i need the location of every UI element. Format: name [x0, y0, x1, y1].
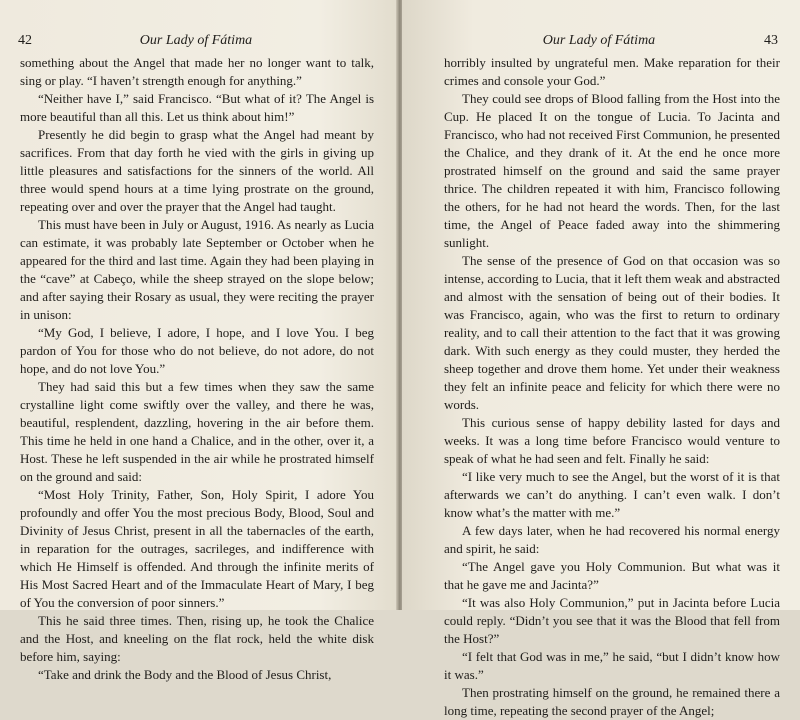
running-title: Our Lady of Fátima [139, 33, 253, 48]
paragraph: “Neither have I,” said Francisco. “But what of it? The Angel is more beautiful than all this. Let us think about him!” [20, 91, 374, 124]
paragraph: They could see drops of Blood falling from the Host into the Cup. He placed It on the tongue of Lucia. To Jacinta and Francisco, who had not received First Communion, he presented the Chalice, and they drank of it. At the end he once more prostrated himself on the ground and said the same prayer thrice. The children repeated it with him, Francisco following the others, for he had not heard the words. Then, for the last time, the Angel of Peace faded away into the shimmering sunlight. [444, 91, 780, 250]
paragraph: “I felt that God was in me,” he said, “but I didn’t know how it was.” [444, 649, 780, 682]
paragraph: “Take and drink the Body and the Blood of Jesus Christ, [38, 667, 332, 682]
page-number: 43 [764, 33, 778, 48]
paragraph: “It was also Holy Communion,” put in Jacinta before Lucia could reply. “Didn’t you see that it was the Blood that fell from the Host?” [444, 595, 780, 646]
paragraph: This must have been in July or August, 1916. As nearly as Lucia can estimate, it was probably late September or October when he appeared for the third and last time. Again they had been playing in the “cave” at Cabeço, while the sheep strayed on the slope below; and after saying their Rosary as usual, they were reciting the prayer in unison: [20, 217, 374, 322]
left-page [0, 0, 398, 682]
paragraph: “I like very much to see the Angel, but the worst of it is that afterwards we can’t do anything. I can’t even walk. I don’t know what’s the matter with me.” [444, 469, 780, 520]
running-title: Our Lady of Fátima [542, 33, 656, 48]
paragraph: “Most Holy Trinity, Father, Son, Holy Spirit, I adore You profoundly and offer You the most precious Body, Blood, Soul and Divinity of Jesus Christ, present in all the tabernacles of the earth, in reparation for the outrages, sacrileges, and indifference with which He Himself is offended. And through the infinite merits of His Most Sacred Heart and of the Immaculate Heart of Mary, I beg of You the conversion of poor sinners.” [20, 487, 374, 610]
paragraph: This curious sense of happy debility lasted for days and weeks. It was a long time before Francisco would venture to speak of what he had seen and felt. Finally he said: [444, 415, 780, 466]
paragraph: horribly insulted by ungrateful men. Make reparation for their crimes and console your God.” [444, 55, 780, 88]
paragraph: something about the Angel that made her no longer want to talk, sing or play. “I haven’t strength enough for anything.” [20, 55, 374, 88]
paragraph: A few days later, when he had recovered his normal energy and spirit, he said: [444, 523, 780, 556]
right-page [402, 0, 800, 718]
paragraph: They had said this but a few times when they saw the same crystalline light come swiftly over the valley, and there he was, beautiful, resplendent, dazzling, hovering in the air before them. This time he held in one hand a Chalice, and in the other, over it, a Host. These he left suspended in the air while he prostrated himself on the ground and said: [20, 379, 374, 484]
paragraph: Then prostrating himself on the ground, he remained there a long time, repeating the second prayer of the Angel; [444, 685, 780, 718]
left-page-text [20, 54, 374, 684]
paragraph: This he said three times. Then, rising up, he took the Chalice and the Host, and kneeling on the flat rock, held the white disk before him, saying: [20, 613, 374, 664]
right-page-text [444, 54, 780, 720]
paragraph: Presently he did begin to grasp what the Angel had meant by sacrifices. From that day forth he vied with the girls in giving up little pleasures and satisfactions for the sinners of the world. All three would spend hours at a time lying prostrate on the ground, repeating over and over the prayer that the Angel had taught. [20, 127, 374, 214]
page-number: 42 [18, 33, 32, 48]
paragraph: “My God, I believe, I adore, I hope, and I love You. I beg pardon of You for those who do not believe, do not adore, do not hope, and do not love You.” [20, 325, 374, 376]
paragraph: “The Angel gave you Holy Communion. But what was it that he gave me and Jacinta?” [444, 559, 780, 592]
paragraph: The sense of the presence of God on that occasion was so intense, according to Lucia, that it left them weak and abstracted and almost with the sensation of being out of their bodies. It was Francisco, again, who was the first to return to ordinary reality, and to call their attention to the fact that it was growing dark. With such energy as they could muster, they herded the sheep together and drove them home. Yet under their weakness they felt an infinite peace and felicity for which there were no words. [444, 253, 780, 412]
right-page-header [420, 33, 778, 51]
left-page-header [18, 33, 374, 51]
